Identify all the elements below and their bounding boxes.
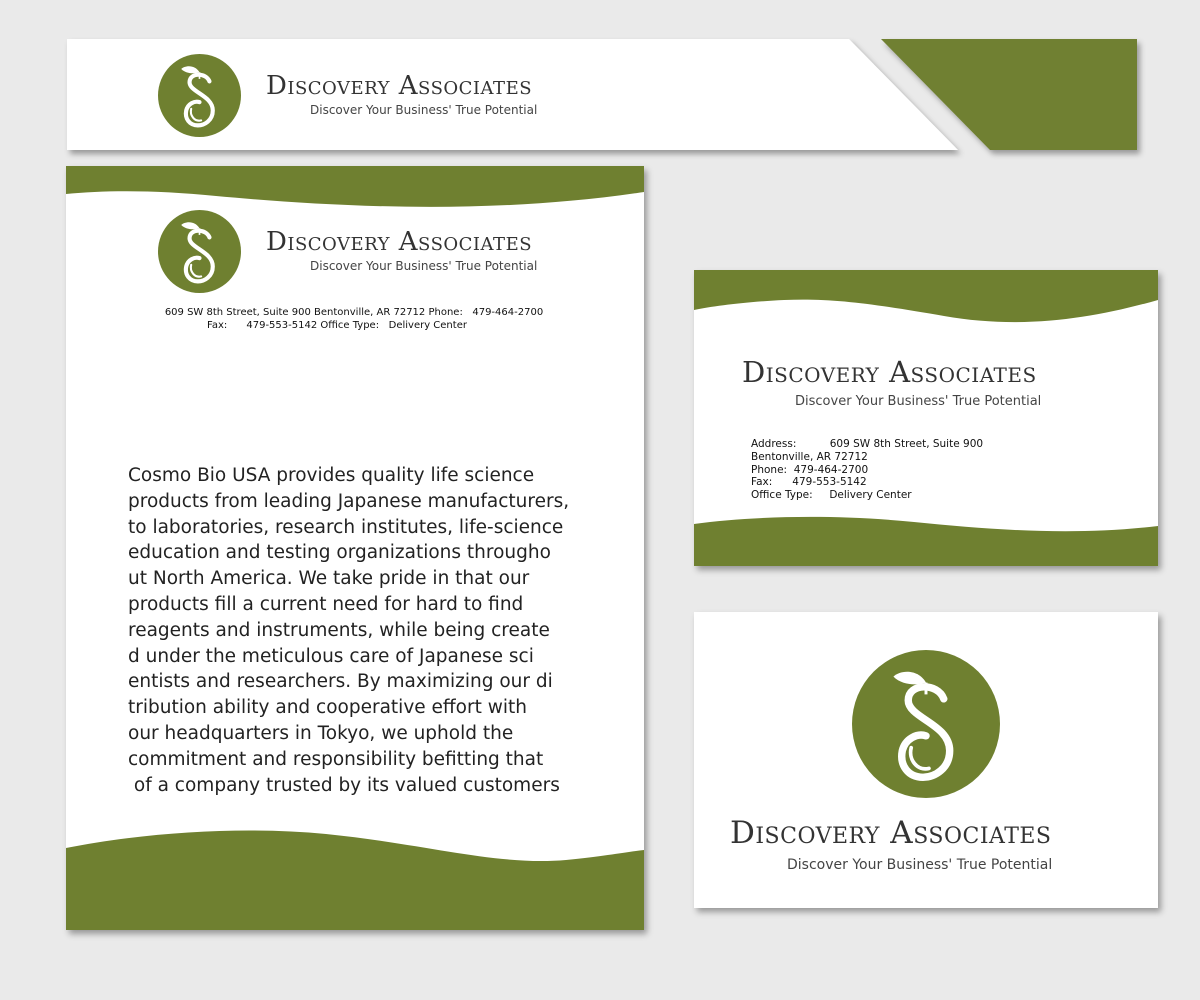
business-card-front	[694, 270, 1158, 566]
letterhead-tagline: Discover Your Business' True Potential	[310, 259, 538, 273]
letterhead-logo-icon	[158, 210, 241, 293]
card-back-brand-name: Discovery Associates	[730, 815, 1052, 851]
card-front-tagline: Discover Your Business' True Potential	[795, 394, 1042, 409]
body-line: products fill a current need for hard to find	[128, 593, 524, 615]
letterhead-brand-name: Discovery Associates	[266, 227, 533, 257]
body-line: entists and researchers. By maximizing our di	[128, 671, 553, 693]
body-line: to laboratories, research institutes, life-science	[128, 516, 564, 538]
body-line: education and testing organizations througho	[128, 542, 551, 564]
letterhead-address-line-1: 609 SW 8th Street, Suite 900 Bentonville, AR 72712 Phone: 479-464-2700	[164, 307, 544, 318]
body-line: Cosmo Bio USA provides quality life science	[128, 465, 535, 486]
business-card-back	[694, 612, 1158, 908]
banner-tagline: Discover Your Business' True Potential	[310, 103, 538, 117]
card-front-brand-name: Discovery Associates	[742, 355, 1037, 389]
card-bottom-wave	[694, 514, 1158, 566]
card-back-tagline: Discover Your Business' True Potential	[787, 857, 1053, 873]
card-top-wave	[694, 270, 1158, 330]
card-contact-city: Bentonville, AR 72712	[751, 451, 868, 463]
letterhead-address-line-2: Fax: 479-553-5142 Office Type: Delivery Center	[207, 320, 467, 331]
body-line: of a company trusted by its valued customers	[128, 774, 560, 796]
body-line: our headquarters in Tokyo, we uphold the	[128, 722, 514, 744]
card-contact-fax: Fax: 479-553-5142	[751, 476, 867, 488]
card-contact-office-type: Office Type: Delivery Center	[751, 489, 912, 501]
body-line: ut North America. We take pride in that our	[128, 568, 530, 590]
logo-icon	[158, 54, 241, 137]
letterhead-sheet	[66, 166, 644, 930]
letterhead-bottom-wave	[66, 826, 644, 930]
card-contact-phone: Phone: 479-464-2700	[751, 464, 869, 476]
card-back-logo-icon	[852, 650, 1000, 798]
body-line: d under the meticulous care of Japanese sci	[128, 645, 534, 667]
body-line: tribution ability and cooperative effort with	[128, 697, 527, 719]
body-line: reagents and instruments, while being create	[128, 619, 550, 641]
web-banner	[0, 0, 1200, 160]
letterhead-top-wave	[66, 166, 644, 216]
card-contact-address: Address: 609 SW 8th Street, Suite 900	[751, 438, 984, 450]
letterhead-body-text	[128, 463, 598, 798]
banner-brand-name: Discovery Associates	[266, 71, 533, 101]
body-line: commitment and responsibility befitting that	[128, 748, 544, 770]
body-line: products from leading Japanese manufacturers,	[128, 490, 570, 512]
